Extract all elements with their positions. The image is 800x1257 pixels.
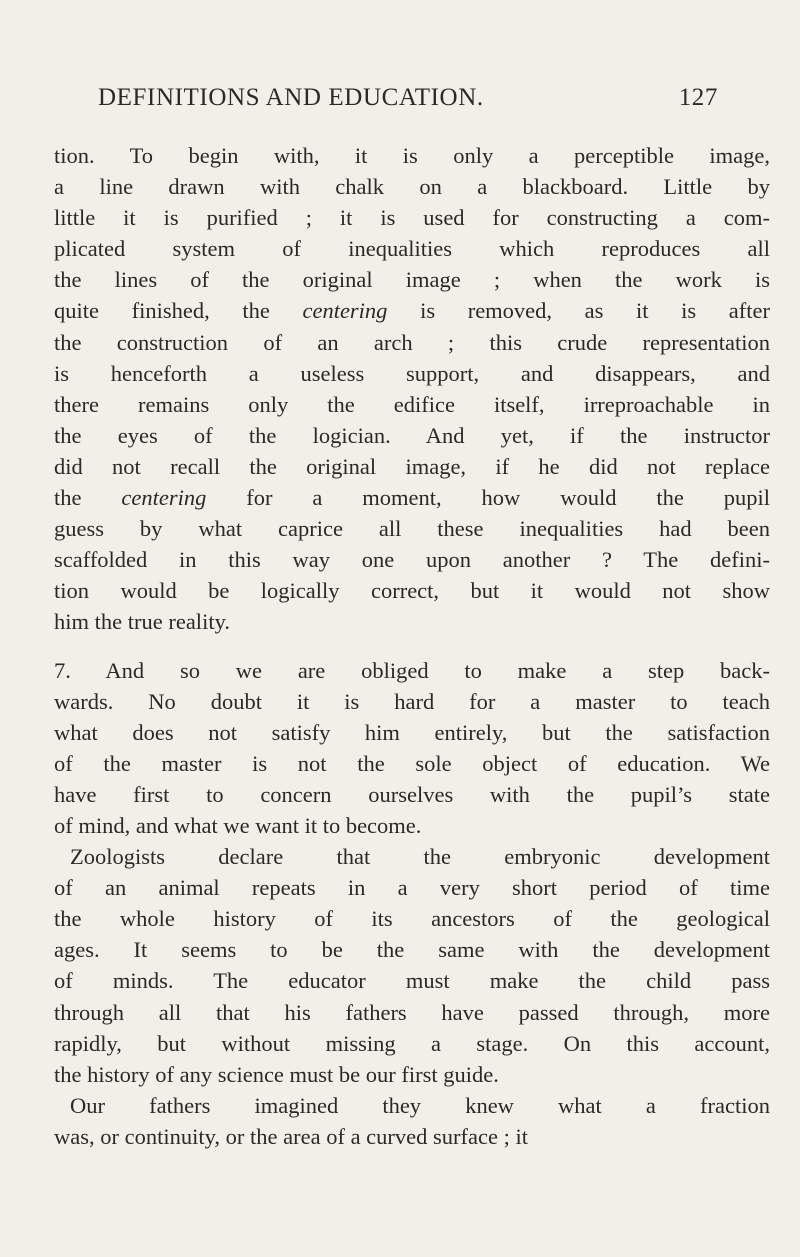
text-line: [54, 482, 770, 513]
page-number: 127: [678, 84, 718, 111]
text-line: [54, 264, 770, 295]
paragraph: [54, 841, 770, 1090]
text-segment: little it is purified ; it is used for constructing a com-: [54, 205, 770, 231]
text-line: [54, 903, 770, 934]
paragraph-gap: [54, 638, 770, 655]
text-line: [54, 934, 770, 965]
text-segment: 7. And so we are obliged to make a step back-: [54, 657, 770, 683]
text-segment: of mind, and what we want it to become.: [54, 812, 422, 838]
text-segment: him the true reality.: [54, 609, 230, 635]
text-line: [54, 810, 770, 841]
text-line: [54, 420, 770, 451]
italic-term: centering: [302, 298, 388, 324]
italic-term: centering: [121, 485, 207, 511]
text-line: [54, 1121, 770, 1152]
text-line: [54, 233, 770, 264]
text-segment: scaffolded in this way one upon another ? The defini-: [54, 547, 770, 573]
text-segment: there remains only the edifice itself, irreproachable in: [54, 391, 770, 417]
text-line: [54, 202, 770, 233]
paragraph: [54, 655, 770, 842]
text-segment: have first to concern ourselves with the pupil’s state: [54, 781, 770, 807]
text-segment: rapidly, but without missing a stage. On this account,: [54, 1030, 770, 1056]
text-line: [54, 544, 770, 575]
text-segment: of an animal repeats in a very short period of time: [54, 875, 770, 901]
text-segment: is removed, as it is after: [387, 298, 770, 324]
text-line: [54, 513, 770, 544]
text-segment: the whole history of its ancestors of the geological: [54, 906, 770, 932]
text-segment: Zoologists declare that the embryonic development: [70, 844, 770, 870]
text-segment: did not recall the original image, if he did not replace: [54, 453, 770, 479]
text-line: [54, 389, 770, 420]
text-segment: was, or continuity, or the area of a curved surface ; it: [54, 1123, 528, 1149]
text-line: [54, 655, 770, 686]
text-segment: the lines of the original image ; when the work is: [54, 267, 770, 293]
text-segment: wards. No doubt it is hard for a master to teach: [54, 688, 770, 714]
text-line: [54, 295, 770, 326]
text-segment: is henceforth a useless support, and disappears, and: [54, 360, 770, 386]
text-line: [54, 841, 770, 872]
paragraph: [54, 1090, 770, 1152]
text-line: [54, 965, 770, 996]
text-segment: the eyes of the logician. And yet, if the instructor: [54, 422, 770, 448]
text-line: [54, 717, 770, 748]
text-line: [54, 358, 770, 389]
running-head: [98, 84, 718, 124]
text-segment: of minds. The educator must make the child pass: [54, 968, 770, 994]
text-segment: the history of any science must be our first guide.: [54, 1061, 499, 1087]
text-line: [54, 779, 770, 810]
text-segment: guess by what caprice all these inequalities had been: [54, 516, 770, 542]
paragraph: [54, 140, 770, 638]
text-segment: quite finished, the: [54, 298, 303, 324]
text-segment: plicated system of inequalities which reproduces all: [54, 236, 770, 262]
text-line: [54, 575, 770, 606]
text-segment: ages. It seems to be the same with the development: [54, 937, 770, 963]
text-segment: tion. To begin with, it is only a perceptible image,: [54, 143, 770, 168]
text-segment: what does not satisfy him entirely, but the satisfaction: [54, 719, 770, 745]
text-line: [54, 1028, 770, 1059]
text-line: [54, 686, 770, 717]
text-segment: Our fathers imagined they knew what a fraction: [70, 1092, 770, 1118]
running-title: DEFINITIONS AND EDUCATION.: [98, 84, 484, 111]
text-segment: for a moment, how would the pupil: [206, 485, 770, 511]
text-line: [54, 997, 770, 1028]
text-segment: of the master is not the sole object of education. We: [54, 750, 770, 776]
text-line: [54, 606, 770, 637]
text-line: [54, 1059, 770, 1090]
text-line: [54, 140, 770, 171]
text-segment: a line drawn with chalk on a blackboard. Little by: [54, 174, 770, 200]
text-segment: tion would be logically correct, but it would not show: [54, 578, 770, 604]
text-line: [54, 748, 770, 779]
body-text: [54, 140, 770, 1152]
text-line: [54, 872, 770, 903]
text-line: [54, 1090, 770, 1121]
text-line: [54, 327, 770, 358]
text-line: [54, 171, 770, 202]
text-segment: the construction of an arch ; this crude representation: [54, 329, 770, 355]
text-segment: the: [54, 485, 122, 511]
text-segment: through all that his fathers have passed through, more: [54, 999, 770, 1025]
text-line: [54, 451, 770, 482]
